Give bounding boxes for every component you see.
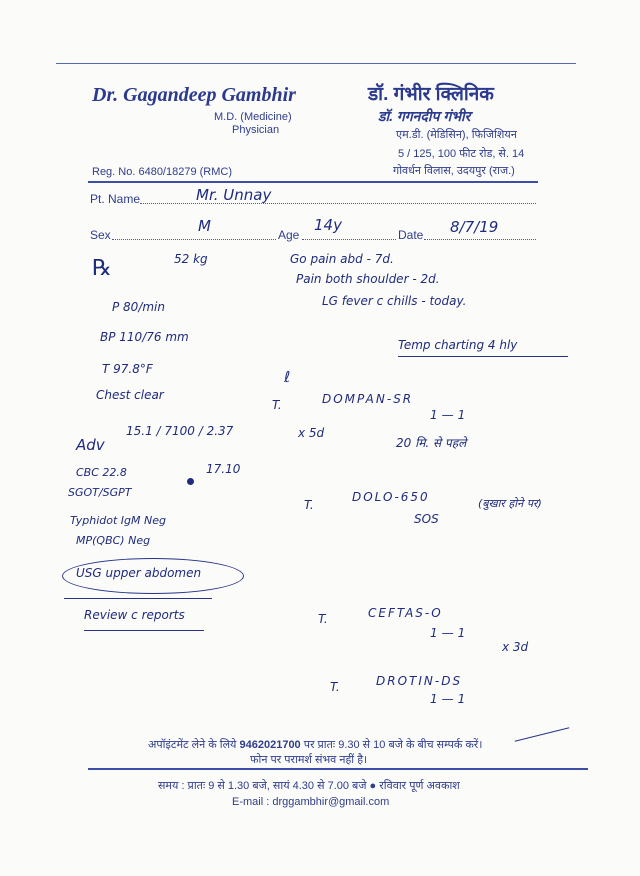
medicine-1-duration: x 5d [298, 426, 325, 440]
medicine-1-prefix: T. [272, 398, 282, 412]
pt-name-label: Pt. Name [90, 192, 141, 206]
timings: समय : प्रातः 9 से 1.30 बजे, सायं 4.30 से 7.00 बजे ● रविवार पूर्ण अवकाश [158, 780, 460, 792]
weight: 52 kg [174, 252, 208, 266]
medicine-2-prefix: T. [304, 498, 314, 512]
date-line [424, 239, 536, 240]
age-value: 14y [314, 216, 342, 234]
vital-temp: T 97.8°F [102, 362, 153, 376]
lab-sgot: SGOT/SGPT [68, 486, 132, 499]
email: E-mail : drggambhir@gmail.com [232, 796, 390, 808]
advice-values: 15.1 / 7100 / 2.37 [126, 424, 234, 438]
designation: Physician [232, 124, 280, 136]
appointment-suffix: पर प्रातः 9.30 से 10 बजे के बीच सम्पर्क करें। [303, 739, 483, 751]
medicine-4-name: DROTIN-DS [376, 674, 463, 688]
usg-underline [64, 598, 212, 599]
temp-chart: Temp charting 4 hly [398, 338, 518, 352]
vital-bp: BP 110/76 mm [100, 330, 189, 344]
registration-number: Reg. No. 6480/18279 (RMC) [92, 166, 233, 178]
complaint-3: LG fever c chills - today. [322, 294, 467, 308]
footer-rule [88, 768, 588, 770]
signature-stroke [515, 727, 570, 742]
appointment-prefix: अपॉइंटमेंट लेने के लिये [148, 739, 237, 751]
appointment-phone: 9462021700 [239, 739, 301, 751]
top-rule [56, 63, 576, 64]
header-rule [88, 181, 538, 183]
sex-label: Sex [90, 228, 111, 242]
complaint-1: Go pain abd - 7d. [290, 252, 394, 266]
age-label: Age [278, 228, 300, 242]
age-line [302, 239, 396, 240]
lab-cbc: CBC 22.8 [76, 466, 127, 479]
medicine-1-dose: 1—1 [430, 408, 470, 422]
sex-value: M [198, 217, 211, 235]
clinic-name-hindi: डॉ. गंभीर क्लिनिक [368, 84, 494, 105]
medicine-2-name: DOLO-650 [352, 490, 430, 504]
temp-underline [398, 356, 568, 357]
rx-mark: ℓ [284, 368, 291, 386]
lab-typhidot: Typhidot IgM Neg [70, 514, 166, 527]
lab-mp: MP(QBC) Neg [76, 534, 151, 547]
date-value: 8/7/19 [450, 218, 499, 236]
review-note: Review c reports [84, 608, 185, 622]
phone-advice: फोन पर परामर्श संभव नहीं है। [250, 754, 368, 766]
complaint-2: Pain both shoulder - 2d. [296, 272, 440, 286]
medicine-2-note: (बुखार होने पर) [478, 497, 542, 510]
pt-name-value: Mr. Unnay [196, 186, 272, 204]
doctor-name-hindi: डॉ. गगनदीप गंभीर [378, 108, 471, 124]
medicine-4-prefix: T. [330, 680, 340, 694]
address-line-1: 5 / 125, 100 फीट रोड, से. 14 [398, 148, 525, 160]
medicine-3-name: CEFTAS-O [368, 606, 443, 620]
medicine-1-note: 20 मि. से पहले [396, 436, 467, 450]
medicine-3-prefix: T. [318, 612, 328, 626]
qualification: M.D. (Medicine) [214, 111, 292, 123]
qualification-hindi: एम.डी. (मेडिसिन), फिजिशियन [396, 129, 517, 141]
rx-symbol: ℞ [92, 256, 112, 281]
appointment-line [148, 737, 482, 752]
medicine-1-name: DOMPAN-SR [322, 392, 414, 406]
advice-label: Adv [76, 436, 105, 454]
medicine-3-duration: x 3d [502, 640, 529, 654]
address-line-2: गोवर्धन विलास, उदयपुर (राज.) [393, 165, 515, 177]
review-underline [84, 630, 204, 631]
vital-chest: Chest clear [96, 388, 164, 402]
usg-note: USG upper abdomen [76, 566, 202, 580]
sex-line [112, 239, 276, 240]
doctor-name: Dr. Gagandeep Gambhir [92, 84, 296, 106]
medicine-3-dose: 1—1 [430, 626, 470, 640]
bullet-mark [187, 478, 194, 485]
medicine-4-dose: 1—1 [430, 692, 470, 706]
sgpt-value: 17.10 [206, 462, 241, 476]
date-label: Date [398, 228, 424, 242]
medicine-2-dose: SOS [414, 512, 439, 526]
vital-pulse: P 80/min [112, 300, 165, 314]
